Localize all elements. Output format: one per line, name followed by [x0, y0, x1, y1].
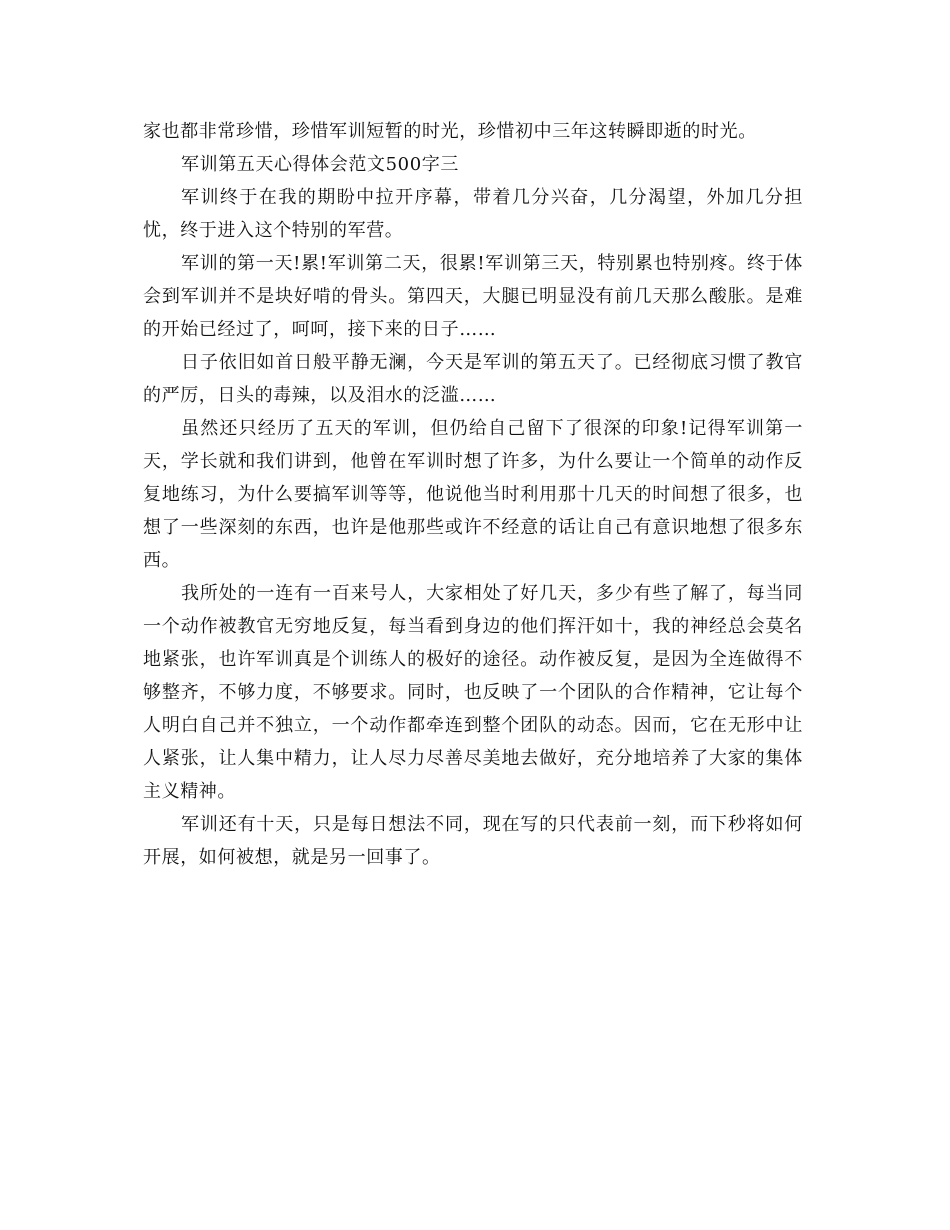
paragraph: 虽然还只经历了五天的军训，但仍给自己留下了很深的印象!记得军训第一天，学长就和我们讲到，他曾在军训时想了许多，为什么要让一个简单的动作反复地练习，为什么要搞军训等等，他说他当时利用那十几天的时间想了很多，也想了一些深刻的东西，也许是他那些或许不经意的话让自己有意识地想了很多东西。	[143, 418, 803, 571]
document-body	[143, 115, 803, 874]
paragraph-continuation: 家也都非常珍惜，珍惜军训短暂的时光，珍惜初中三年这转瞬即逝的时光。	[143, 121, 757, 142]
paragraph: 军训还有十天，只是每日想法不同，现在写的只代表前一刻，而下秒将如何开展，如何被想，就是另一回事了。	[143, 814, 803, 868]
paragraph: 日子依旧如首日般平静无澜，今天是军训的第五天了。已经彻底习惯了教官的严厉，日头的毒辣，以及泪水的泛滥……	[143, 352, 803, 406]
paragraph: 军训终于在我的期盼中拉开序幕，带着几分兴奋，几分渴望，外加几分担忧，终于进入这个特别的军营。	[143, 187, 803, 241]
paragraph: 我所处的一连有一百来号人，大家相处了好几天，多少有些了解了，每当同一个动作被教官无穷地反复，每当看到身边的他们挥汗如十，我的神经总会莫名地紧张，也许军训真是个训练人的极好的途径。动作被反复，是因为全连做得不够整齐，不够力度，不够要求。同时，也反映了一个团队的合作精神，它让每个人明白自己并不独立，一个动作都牵连到整个团队的动态。因而，它在无形中让人紧张，让人集中精力，让人尽力尽善尽美地去做好，充分地培养了大家的集体主义精神。	[143, 583, 803, 802]
paragraph: 军训的第一天!累!军训第二天，很累!军训第三天，特别累也特别疼。终于体会到军训并不是块好啃的骨头。第四天，大腿已明显没有前几天那么酸胀。是难的开始已经过了，呵呵，接下来的日子……	[143, 253, 803, 340]
section-heading: 军训第五天心得体会范文500字三	[181, 154, 459, 175]
